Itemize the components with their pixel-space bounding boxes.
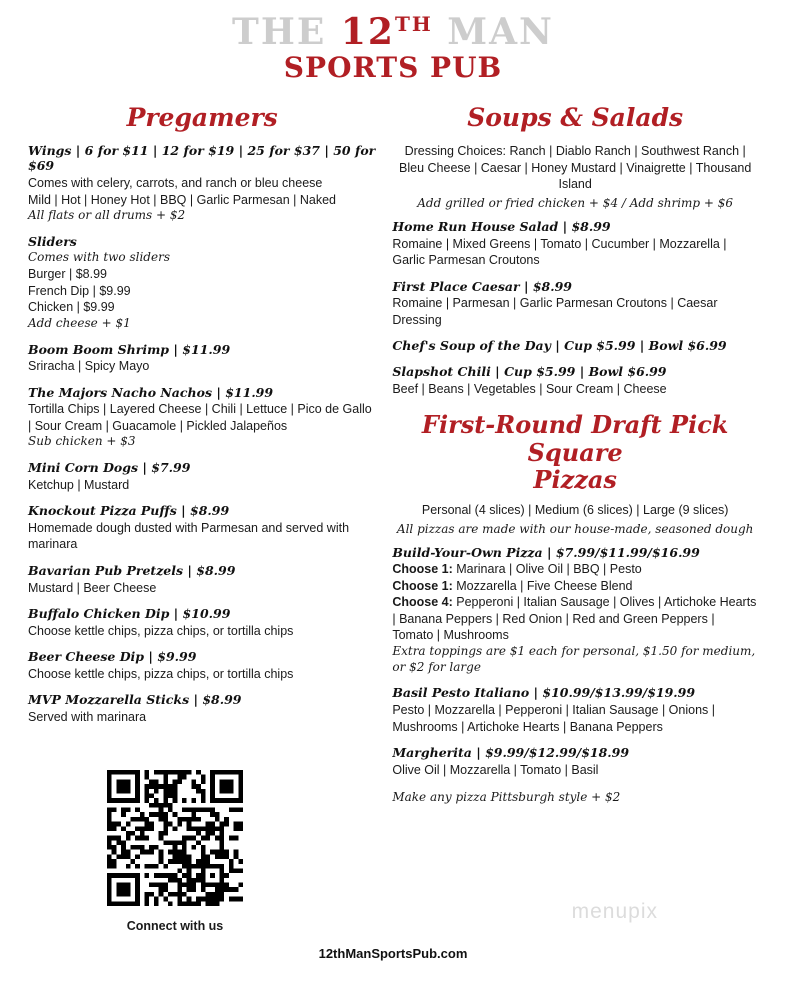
menu-item-description: Comes with two sliders <box>28 250 170 265</box>
menu-item-name: Mini Corn Dogs | $7.99 <box>28 460 191 476</box>
menu-item-name: Beer Cheese Dip | $9.99 <box>28 649 197 665</box>
qr-block <box>105 770 245 933</box>
logo-word-man: MAN <box>447 11 554 53</box>
menu-item <box>392 745 758 778</box>
logo-suffix-th: TH <box>394 12 433 36</box>
dressing-choices-note: Dressing Choices: Ranch | Diablo Ranch | Southwest Ranch | Bleu Cheese | Caesar | Honey Mustard | Vinaigrette | Thousand Island <box>399 143 752 192</box>
left-column <box>28 104 386 806</box>
menu-item-name: Sliders <box>28 233 77 249</box>
menu-item-name: Wings | 6 for $11 | 12 for $19 | 25 for $37 | 50 for $69 <box>28 142 376 174</box>
menu-columns <box>0 82 786 806</box>
choose-label: Choose 1: <box>392 562 453 577</box>
menu-item-name: Basil Pesto Italiano | $10.99/$13.99/$19.99 <box>392 685 696 701</box>
pizza-size-note: Personal (4 slices) | Medium (6 slices) | Large (9 slices) <box>421 502 729 517</box>
menu-item <box>28 342 376 375</box>
menu-item <box>392 364 758 397</box>
menu-item-description: Choose kettle chips, pizza chips, or tortilla chips <box>28 666 294 681</box>
menu-item-description: Romaine | Parmesan | Garlic Parmesan Croutons | Caesar Dressing <box>392 296 718 327</box>
pregamers-item-list <box>28 143 376 726</box>
pizza-title-line-2: Pizzas <box>533 465 617 495</box>
menu-item-description: Mustard | Beer Cheese <box>28 580 157 595</box>
menu-item-name: Boom Boom Shrimp | $11.99 <box>28 341 231 357</box>
menu-item-description: Homemade dough dusted with Parmesan and served with marinara <box>28 520 350 552</box>
menu-item-description: Served with marinara <box>28 709 147 724</box>
menu-item-name: First Place Caesar | $8.99 <box>392 278 572 294</box>
pittsburgh-style-note: Make any pizza Pittsburgh style + $2 <box>392 790 621 805</box>
menu-item <box>28 503 376 553</box>
choose-label: Choose 4: <box>392 595 453 610</box>
menu-item <box>28 143 376 224</box>
menu-item-description: Choose 1: Mozzarella | Five Cheese Blend <box>392 578 633 593</box>
menu-item <box>392 545 758 676</box>
menu-item <box>392 219 758 269</box>
menu-item <box>28 460 376 493</box>
menu-item-description: Comes with celery, carrots, and ranch or bleu cheese <box>28 176 323 190</box>
qr-code-image[interactable] <box>107 770 243 906</box>
logo-number-12: 12 <box>340 11 395 53</box>
menu-item-name: Build-Your-Own Pizza | $7.99/$11.99/$16.99 <box>392 544 700 560</box>
menu-item <box>28 606 376 639</box>
menu-item-description: Sriracha | Spicy Mayo <box>28 359 150 374</box>
menu-item-name: Home Run House Salad | $8.99 <box>392 219 611 235</box>
menu-item-name: Buffalo Chicken Dip | $10.99 <box>28 606 231 622</box>
right-column <box>386 104 758 806</box>
menu-item <box>28 563 376 596</box>
menu-item-name: Slapshot Chili | Cup $5.99 | Bowl $6.99 <box>392 363 667 379</box>
section-title-soups-salads: Soups & Salads <box>467 103 684 132</box>
menu-header <box>0 0 786 82</box>
menu-item-name: Bavarian Pub Pretzels | $8.99 <box>28 562 236 578</box>
menu-item <box>28 385 376 450</box>
section-title-pregamers: Pregamers <box>126 103 278 132</box>
soups-salads-item-list <box>392 219 758 397</box>
add-protein-note: Add grilled or fried chicken + $4 / Add shrimp + $6 <box>417 196 734 210</box>
menu-item-description: Chicken | $9.99 <box>28 300 115 315</box>
menu-item-description: Add cheese + $1 <box>28 315 131 330</box>
menu-item-description: Extra toppings are $1 each for personal, $1.50 for medium, or $2 for large <box>392 643 756 674</box>
restaurant-logo <box>0 11 786 53</box>
menu-item <box>28 234 376 332</box>
menu-item-name: Knockout Pizza Puffs | $8.99 <box>28 503 230 519</box>
menu-item-description: Olive Oil | Mozzarella | Tomato | Basil <box>392 762 599 777</box>
menu-item-description: Pesto | Mozzarella | Pepperoni | Italian Sausage | Onions | Mushrooms | Artichoke Hearts | Banana Peppers <box>392 703 716 734</box>
pizza-item-list <box>392 545 758 779</box>
menu-item-description: Choose 1: Marinara | Olive Oil | BBQ | Pesto <box>392 562 642 577</box>
menu-item <box>392 338 758 354</box>
menu-item-name: Chef's Soup of the Day | Cup $5.99 | Bowl $6.99 <box>392 338 727 354</box>
menu-item-name: MVP Mozzarella Sticks | $8.99 <box>28 692 242 708</box>
menu-item-description: French Dip | $9.99 <box>28 283 131 298</box>
menu-item-description: Choose kettle chips, pizza chips, or tortilla chips <box>28 623 294 638</box>
menu-item-description: Beef | Beans | Vegetables | Sour Cream | Cheese <box>392 381 667 396</box>
menu-item <box>28 692 376 725</box>
menu-item-description: Ketchup | Mustard <box>28 477 130 492</box>
menu-item-description: Mild | Hot | Honey Hot | BBQ | Garlic Parmesan | Naked <box>28 192 337 207</box>
choose-label: Choose 1: <box>392 578 453 593</box>
menu-item-description: Choose 4: Pepperoni | Italian Sausage | Olives | Artichoke Hearts | Banana Peppers | Red Onion | Red and Green Peppers | Tomato | Mushrooms <box>392 595 757 643</box>
qr-caption: Connect with us <box>126 919 224 933</box>
logo-word-the: THE <box>232 11 327 53</box>
pizza-title-line-1: First-Round Draft Pick Square <box>421 410 729 467</box>
menu-item-name: Margherita | $9.99/$12.99/$18.99 <box>392 745 630 761</box>
section-title-pizzas <box>392 411 758 494</box>
menupix-watermark: menupix <box>571 900 658 923</box>
pizza-dough-note: All pizzas are made with our house-made, seasoned dough <box>396 521 754 536</box>
logo-subtitle: SPORTS PUB <box>283 51 503 84</box>
menu-item-description: Burger | $8.99 <box>28 267 107 282</box>
menu-item <box>392 279 758 329</box>
website-url: 12thManSportsPub.com <box>318 946 468 961</box>
menu-item <box>28 649 376 682</box>
menu-item-name: The Majors Nacho Nachos | $11.99 <box>28 384 274 400</box>
menu-item-description: Sub chicken + $3 <box>28 434 136 449</box>
menu-item-description: Romaine | Mixed Greens | Tomato | Cucumber | Mozzarella | Garlic Parmesan Croutons <box>392 236 727 268</box>
menu-item-description: All flats or all drums + $2 <box>28 208 186 222</box>
menu-item-description: Tortilla Chips | Layered Cheese | Chili | Lettuce | Pico de Gallo | Sour Cream | Guacamole | Pickled Jalapeños <box>28 402 372 433</box>
menu-item <box>392 685 758 735</box>
